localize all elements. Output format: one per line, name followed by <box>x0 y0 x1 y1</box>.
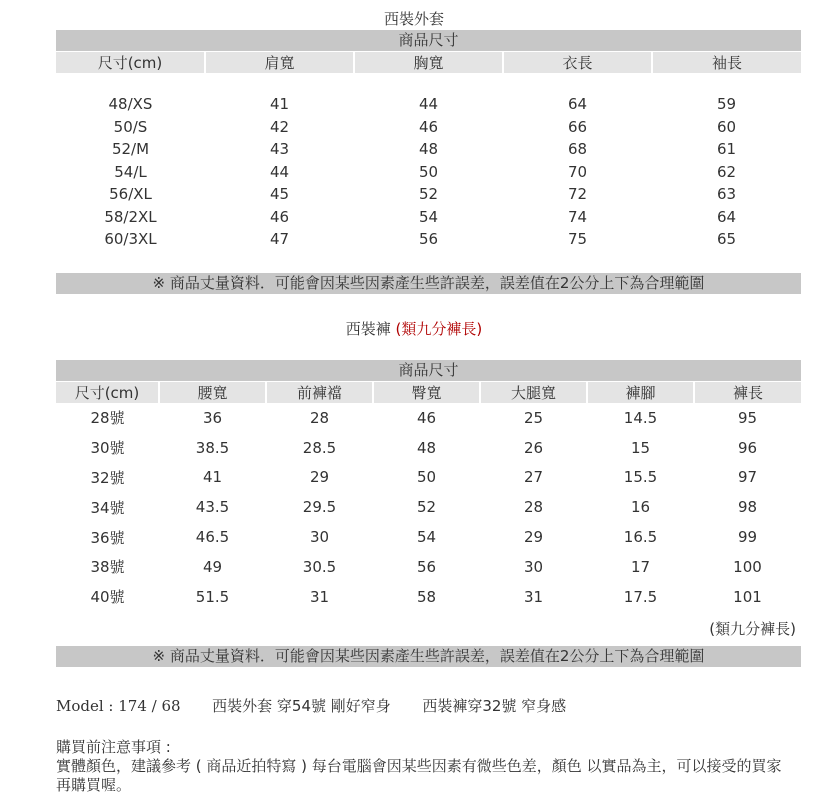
pants-cell: 101 <box>733 587 762 606</box>
jacket-cell: 61 <box>716 140 737 159</box>
pants-header-row <box>56 382 801 403</box>
pants-cell: 30 <box>523 557 544 576</box>
pants-cell: 99 <box>737 528 758 547</box>
pants-cell: 14.5 <box>623 408 658 427</box>
pants-cell: 28 <box>309 408 330 427</box>
jacket-cell: 44 <box>269 162 290 181</box>
pants-title-suffix: (類九分褲長) <box>395 320 483 338</box>
model-stats: Model : 174 / 68 <box>56 697 181 715</box>
jacket-cell: 54/L <box>114 162 147 181</box>
pants-size-header: 商品尺寸 <box>56 360 801 381</box>
pants-cell: 100 <box>733 557 762 576</box>
notice-body: 實體顏色，建議參考 ( 商品近拍特寫 ) 每台電腦會因某些因素有微些色差，顏色 以實品為主，可以接受的買家再購買喔。 <box>56 757 782 794</box>
table-row <box>56 522 801 552</box>
table-row <box>56 433 801 463</box>
jacket-col-header: 胸寬 <box>354 52 503 73</box>
pants-cell: 15 <box>630 438 651 457</box>
pants-cell: 48 <box>416 438 437 457</box>
jacket-cell: 60 <box>716 117 737 136</box>
pants-cell: 26 <box>523 438 544 457</box>
pants-cell: 29 <box>523 528 544 547</box>
jacket-cell: 59 <box>716 95 737 114</box>
pants-cell: 17.5 <box>623 587 658 606</box>
pants-col-header: 前褲襠 <box>266 382 373 403</box>
pants-cell: 16 <box>630 498 651 517</box>
table-row <box>56 492 801 522</box>
pants-cell: 28.5 <box>302 438 337 457</box>
pants-cell: 32號 <box>90 468 125 487</box>
jacket-cell: 74 <box>567 207 588 226</box>
jacket-cell: 75 <box>567 230 588 249</box>
table-row <box>56 228 801 251</box>
pants-cell: 49 <box>202 557 223 576</box>
table-row <box>56 403 801 433</box>
pants-col-header: 褲腳 <box>587 382 694 403</box>
table-row <box>56 552 801 582</box>
jacket-cell: 56 <box>418 230 439 249</box>
pants-col-header: 褲長 <box>694 382 801 403</box>
jacket-size-header: 商品尺寸 <box>56 30 801 51</box>
jacket-header-row <box>56 52 801 73</box>
pants-cell: 30號 <box>90 439 125 458</box>
jacket-cell: 43 <box>269 140 290 159</box>
pants-cell: 16.5 <box>623 528 658 547</box>
jacket-cell: 48/XS <box>108 95 153 114</box>
jacket-cell: 52/M <box>111 140 150 159</box>
pants-cell: 15.5 <box>623 468 658 487</box>
pants-cell: 52 <box>416 498 437 517</box>
model-pants-fit: 西裝褲穿32號 窄身感 <box>422 697 567 715</box>
pants-title <box>0 318 828 339</box>
jacket-cell: 45 <box>269 185 290 204</box>
pants-cell: 97 <box>737 468 758 487</box>
jacket-cell: 42 <box>269 117 290 136</box>
pants-cell: 31 <box>523 587 544 606</box>
table-row <box>56 93 801 116</box>
jacket-cell: 65 <box>716 230 737 249</box>
jacket-cell: 64 <box>716 207 737 226</box>
pants-cell: 41 <box>202 468 223 487</box>
jacket-cell: 47 <box>269 230 290 249</box>
jacket-col-header: 尺寸(cm) <box>56 52 205 73</box>
purchase-notice <box>56 738 796 795</box>
jacket-col-header: 肩寬 <box>205 52 354 73</box>
table-row <box>56 463 801 493</box>
jacket-cell: 41 <box>269 95 290 114</box>
jacket-cell: 62 <box>716 162 737 181</box>
pants-cell: 50 <box>416 468 437 487</box>
jacket-cell: 52 <box>418 185 439 204</box>
pants-cell: 51.5 <box>195 587 230 606</box>
pants-cell: 43.5 <box>195 498 230 517</box>
pants-cell: 31 <box>309 587 330 606</box>
table-row <box>56 116 801 139</box>
jacket-cell: 44 <box>418 95 439 114</box>
pants-size-table <box>56 382 801 612</box>
pants-cell: 34號 <box>90 498 125 517</box>
pants-cell: 38號 <box>90 558 125 577</box>
table-row <box>56 183 801 206</box>
pants-cell: 36 <box>202 408 223 427</box>
jacket-title: 西裝外套 <box>383 10 444 28</box>
pants-length-note: (類九分褲長) <box>709 620 796 638</box>
jacket-cell: 60/3XL <box>104 230 157 249</box>
jacket-cell: 70 <box>567 162 588 181</box>
pants-cell: 36號 <box>90 528 125 547</box>
pants-cell: 96 <box>737 438 758 457</box>
pants-cell: 17 <box>630 557 651 576</box>
jacket-cell: 46 <box>418 117 439 136</box>
jacket-cell: 64 <box>567 95 588 114</box>
pants-col-header: 大腿寬 <box>480 382 587 403</box>
table-row <box>56 206 801 229</box>
table-row <box>56 582 801 612</box>
pants-cell: 95 <box>737 408 758 427</box>
pants-cell: 29 <box>309 468 330 487</box>
pants-cell: 58 <box>416 587 437 606</box>
jacket-cell: 63 <box>716 185 737 204</box>
table-row <box>56 138 801 161</box>
jacket-size-table <box>56 52 801 251</box>
pants-cell: 46 <box>416 408 437 427</box>
jacket-cell: 72 <box>567 185 588 204</box>
jacket-cell: 58/2XL <box>104 207 157 226</box>
pants-cell: 40號 <box>90 588 125 607</box>
pants-cell: 30.5 <box>302 557 337 576</box>
jacket-cell: 66 <box>567 117 588 136</box>
jacket-cell: 50/S <box>113 117 148 136</box>
pants-cell: 25 <box>523 408 544 427</box>
jacket-cell: 56/XL <box>109 185 152 204</box>
jacket-cell: 48 <box>418 140 439 159</box>
pants-cell: 56 <box>416 557 437 576</box>
pants-cell: 54 <box>416 528 437 547</box>
pants-cell: 46.5 <box>195 528 230 547</box>
jacket-cell: 68 <box>567 140 588 159</box>
pants-col-header: 尺寸(cm) <box>56 382 159 403</box>
pants-cell: 28號 <box>90 409 125 428</box>
jacket-measurement-note: ※ 商品丈量資料．可能會因某些因素產生些許誤差，誤差值在2公分上下為合理範圍 <box>56 273 801 294</box>
pants-cell: 27 <box>523 468 544 487</box>
jacket-col-header: 袖長 <box>652 52 801 73</box>
pants-cell: 30 <box>309 528 330 547</box>
pants-cell: 38.5 <box>195 438 230 457</box>
pants-col-header: 臀寬 <box>373 382 480 403</box>
jacket-cell: 54 <box>418 207 439 226</box>
table-row <box>56 161 801 184</box>
jacket-spacer-row <box>56 73 801 93</box>
jacket-col-header: 衣長 <box>503 52 652 73</box>
jacket-cell: 46 <box>269 207 290 226</box>
pants-col-header: 腰寬 <box>159 382 266 403</box>
pants-cell: 98 <box>737 498 758 517</box>
notice-heading: 購買前注意事項 : <box>56 738 171 756</box>
pants-cell: 29.5 <box>302 498 337 517</box>
model-info <box>56 695 566 716</box>
pants-measurement-note: ※ 商品丈量資料．可能會因某些因素產生些許誤差，誤差值在2公分上下為合理範圍 <box>56 646 801 667</box>
pants-title-text: 西裝褲 <box>345 320 391 338</box>
jacket-cell: 50 <box>418 162 439 181</box>
pants-cell: 28 <box>523 498 544 517</box>
model-jacket-fit: 西裝外套 穿54號 剛好窄身 <box>212 697 391 715</box>
